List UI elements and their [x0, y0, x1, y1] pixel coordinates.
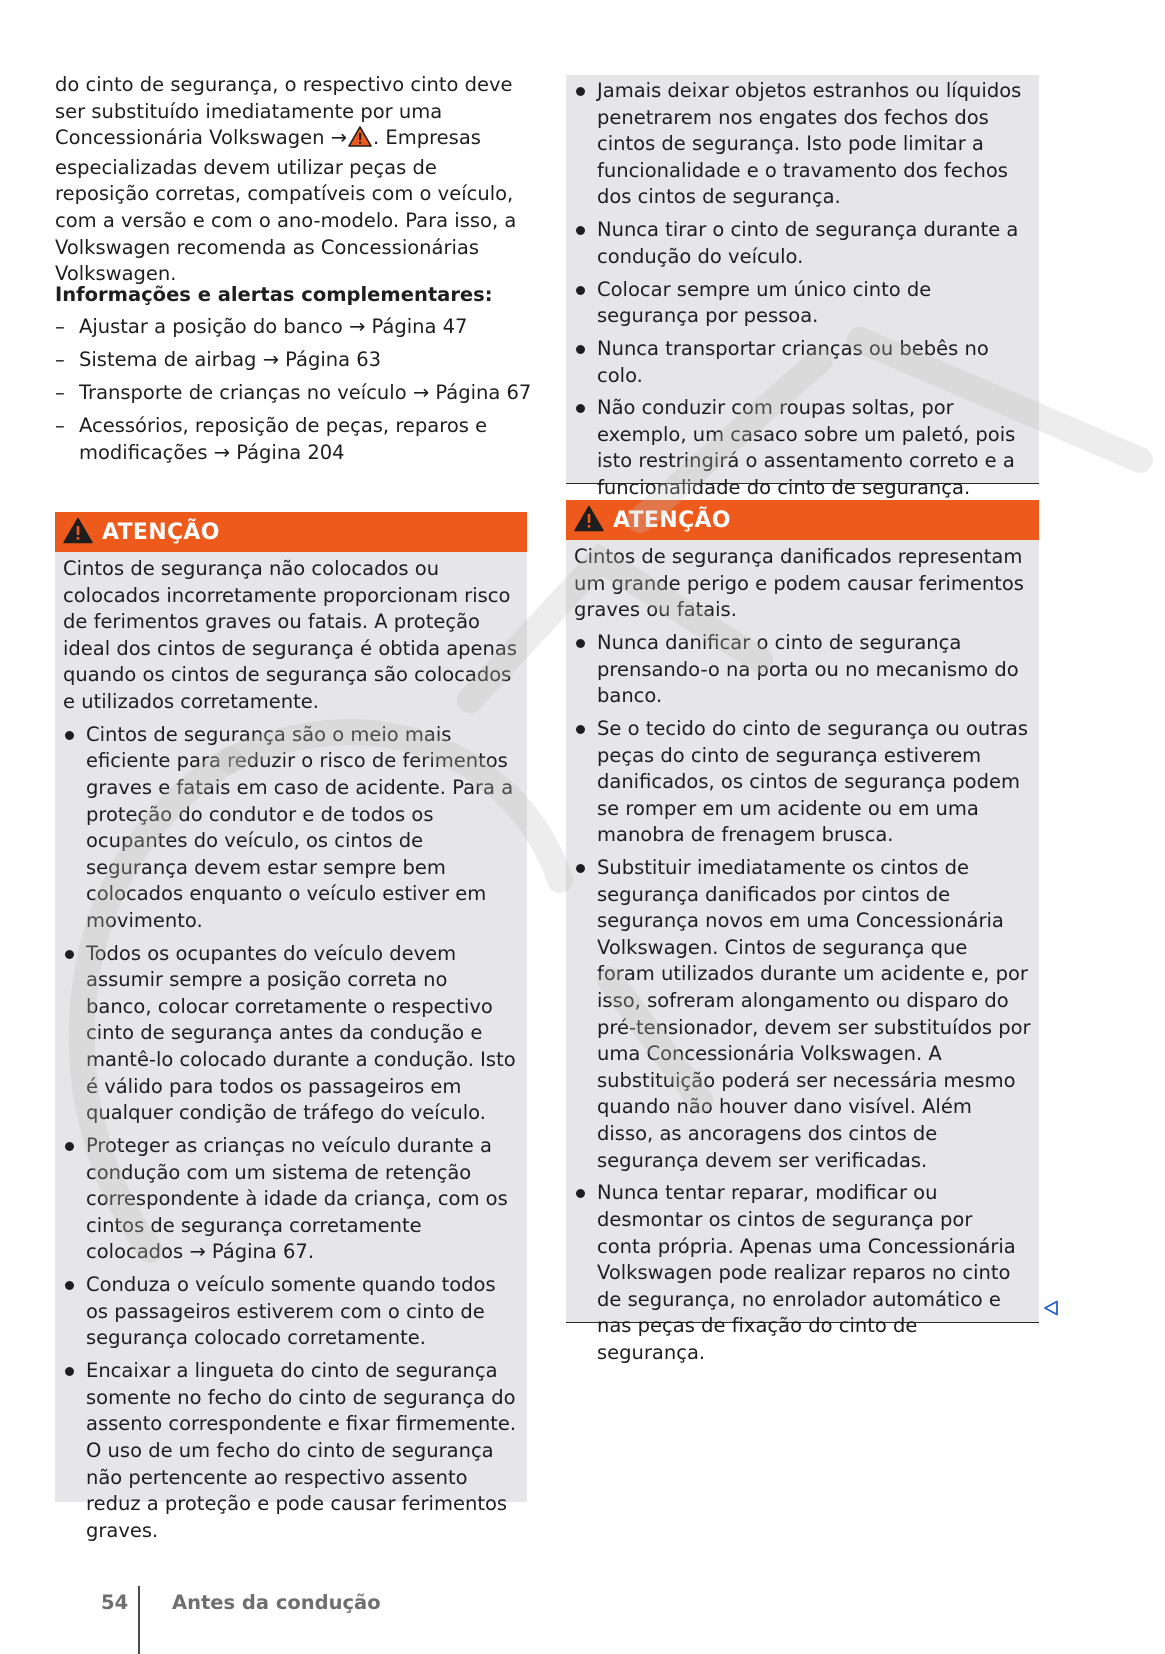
bullet-icon: [576, 639, 585, 648]
attention-title: ATENÇÃO: [102, 519, 220, 545]
list-item: Todos os ocupantes do veículo devem assumir sempre a posição correta no banco, colocar corretamente o respectivo cinto de segurança antes da condução e mantê-lo colocado durante a condução. Isto é válido para todos os passageiros em qualquer condição de tráfego do veículo.: [63, 941, 519, 1127]
attention-list: [63, 722, 519, 1545]
warning-triangle-icon: [63, 517, 93, 548]
bullet-icon: [576, 1189, 585, 1198]
list-item: Conduza o veículo somente quando todos os passageiros estiverem com o cinto de segurança colocado corretamente.: [63, 1272, 519, 1352]
list-item: Cintos de segurança são o meio mais eficiente para reduzir o risco de ferimentos graves e fatais em caso de acidente. Para a proteção do condutor e de todos os ocupantes do veículo, os cintos de segurança devem estar sempre bem colocados enquanto o veículo estiver em movimento.: [63, 722, 519, 935]
attention-title: ATENÇÃO: [613, 507, 731, 533]
end-of-section-triangle-icon: [1043, 1300, 1059, 1320]
intro-paragraph: [55, 72, 533, 288]
list-item: Jamais deixar objetos estranhos ou líquidos penetrarem nos engates dos fechos dos cintos de segurança. Isto pode limitar a funcionalidade e o travamento dos fechos dos cintos de segurança.: [574, 78, 1031, 211]
list-item: Não conduzir com roupas soltas, por exemplo, um casaco sobre um paletó, pois isto restringirá o assentamento correto e a funcionalidade do cinto de segurança.: [574, 395, 1031, 501]
list-item: Nunca tirar o cinto de segurança durante a condução do veículo.: [574, 217, 1031, 270]
cross-reference-item[interactable]: – Acessórios, reposição de peças, reparos e modificações → Página 204: [55, 414, 488, 464]
bullet-icon: [65, 1281, 74, 1290]
warning-triangle-icon: [574, 505, 604, 536]
bullet-icon: [576, 286, 585, 295]
list-item: Colocar sempre um único cinto de segurança por pessoa.: [574, 277, 1031, 330]
page-number: 54: [101, 1591, 129, 1614]
bullet-icon: [65, 950, 74, 959]
attention-box-damaged-belts: [566, 500, 1039, 1364]
intro-text-after: . Empresas especializadas devem utilizar peças de reposição corretas, compatíveis com o veículo, com a versão e com o ano-modelo. Para isso, a Volkswagen recomenda as Concessionárias Volkswagen.: [55, 126, 517, 286]
cross-reference-item[interactable]: – Transporte de crianças no veículo → Página 67: [55, 381, 532, 405]
list-item: Substituir imediatamente os cintos de segurança danificados por cintos de segurança novos em uma Concessionária Volkswagen. Cintos de segurança que foram utilizados durante um acidente e, por isso, sofreram alongamento ou disparo do pré-tensionador, devem ser substituídos por uma Concessionária Volkswagen. A substituição poderá ser necessária mesmo quando não houver dano visível. Além disso, as ancoragens dos cintos de segurança devem ser verificadas.: [574, 855, 1031, 1174]
footer-divider: [138, 1586, 140, 1654]
bullet-icon: [65, 1142, 74, 1151]
warning-triangle-icon: [348, 126, 372, 155]
list-item: Nunca danificar o cinto de segurança prensando-o na porta ou no mecanismo do banco.: [574, 630, 1031, 710]
attention-list: [574, 630, 1031, 1367]
bullet-icon: [576, 226, 585, 235]
bullet-icon: [576, 864, 585, 873]
list-item: Encaixar a lingueta do cinto de segurança somente no fecho do cinto de segurança do assento correspondente e fixar firmemente. O uso de um fecho do cinto de segurança não pertencente ao respectivo assento reduz a proteção e pode causar ferimentos graves.: [63, 1358, 519, 1544]
cross-reference-item[interactable]: – Ajustar a posição do banco → Página 47: [55, 315, 468, 338]
list-item: Nunca tentar reparar, modificar ou desmontar os cintos de segurança por conta própria. Apenas uma Concessionária Volkswagen pode realizar reparos no cinto de segurança, no enrolador automático e nas peças de fixação do cinto de segurança.: [574, 1180, 1031, 1366]
attention-header: [55, 512, 527, 552]
cross-reference-item[interactable]: – Sistema de airbag → Página 63: [55, 348, 382, 372]
list-item: Proteger as crianças no veículo durante a condução com um sistema de retenção correspondente à idade da criança, com os cintos de segurança corretamente colocados → Página 67.: [63, 1133, 519, 1266]
info-title: Informações e alertas complementares:: [55, 283, 493, 306]
attention-box-seatbelt-usage: [55, 512, 527, 1542]
bullet-icon: [576, 725, 585, 734]
intro-text-before: do cinto de segurança, o respectivo cinto deve ser substituído imediatamente por uma Concessionária Volkswagen →: [55, 73, 513, 150]
attention-list: [574, 78, 1031, 502]
list-item: Se o tecido do cinto de segurança ou outras peças do cinto de segurança estiverem danificados, os cintos de segurança podem se romper em um acidente ou em uma manobra de frenagem brusca.: [574, 716, 1031, 849]
section-title: Antes da condução: [172, 1591, 381, 1614]
bullet-icon: [576, 87, 585, 96]
list-item: Nunca transportar crianças ou bebês no colo.: [574, 336, 1031, 389]
bullet-icon: [65, 1367, 74, 1376]
cross-reference-list: [55, 314, 533, 473]
bullet-icon: [576, 404, 585, 413]
attention-intro: Cintos de segurança danificados representam um grande perigo e podem causar ferimentos graves ou fatais.: [574, 545, 1024, 622]
bullet-icon: [65, 731, 74, 740]
bullet-icon: [576, 345, 585, 354]
attention-header: [566, 500, 1039, 540]
attention-intro: Cintos de segurança não colocados ou colocados incorretamente proporcionam risco de ferimentos graves ou fatais. A proteção ideal dos cintos de segurança é obtida apenas quando os cintos de segurança são colocados e utilizados corretamente.: [63, 557, 518, 713]
attention-box-continued: [566, 75, 1039, 500]
